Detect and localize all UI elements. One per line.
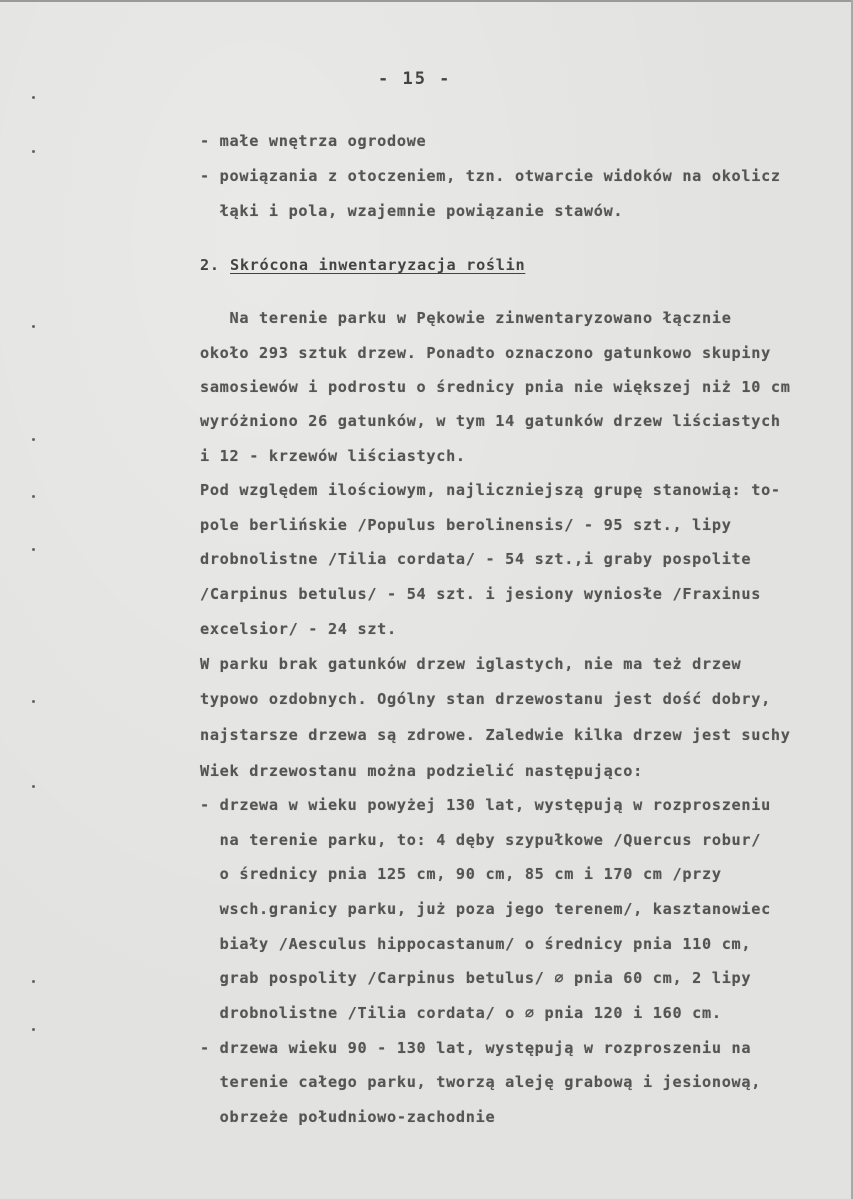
text-line: biały /Aesculus hippocastanum/ o średnicy pnia 110 cm, xyxy=(200,935,752,953)
text-line: W parku brak gatunków drzew iglastych, nie ma też drzew xyxy=(200,655,742,673)
text-line: Na terenie parku w Pękowie zinwentaryzowano łącznie xyxy=(200,309,732,327)
text-line: około 293 sztuk drzew. Ponadto oznaczono gatunkowo skupiny xyxy=(200,344,771,362)
punch-mark xyxy=(32,548,35,551)
text-line: - drzewa wieku 90 - 130 lat, występują w rozproszeniu na xyxy=(200,1039,752,1057)
punch-mark xyxy=(32,150,35,153)
text-line: - małe wnętrza ogrodowe xyxy=(200,132,427,150)
punch-mark xyxy=(32,1028,35,1031)
text-line: na terenie parku, to: 4 dęby szypułkowe /Quercus robur/ xyxy=(200,831,762,849)
text-line: grab pospolity /Carpinus betulus/ ∅ pnia 60 cm, 2 lipy xyxy=(200,969,752,987)
text-line: wsch.granicy parku, już poza jego terenem/, kasztanowiec xyxy=(200,900,771,918)
text-line: typowo ozdobnych. Ogólny stan drzewostanu jest dość dobry, xyxy=(200,690,771,708)
punch-mark xyxy=(32,980,35,983)
text-line: - powiązania z otoczeniem, tzn. otwarcie widoków na okolicz xyxy=(200,167,781,185)
text-line: Wiek drzewostanu można podzielić następująco: xyxy=(200,762,643,780)
text-line: /Carpinus betulus/ - 54 szt. i jesiony wyniosłe /Fraxinus xyxy=(200,585,762,603)
page-number: - 15 - xyxy=(378,69,452,89)
text-line: o średnicy pnia 125 cm, 90 cm, 85 cm i 170 cm /przy xyxy=(200,865,722,883)
text-line: drobnolistne /Tilia cordata/ o ∅ pnia 120 i 160 cm. xyxy=(200,1004,722,1022)
text-line: excelsior/ - 24 szt. xyxy=(200,620,397,638)
section-heading: Skrócona inwentaryzacja roślin xyxy=(230,256,526,274)
section-number: 2. xyxy=(200,256,220,274)
punch-mark xyxy=(32,96,35,99)
text-line: - drzewa w wieku powyżej 130 lat, występują w rozproszeniu xyxy=(200,796,771,814)
text-line: i 12 - krzewów liściastych. xyxy=(200,447,466,465)
text-line: wyróżniono 26 gatunków, w tym 14 gatunków drzew liściastych xyxy=(200,412,781,430)
text-line: Pod względem ilościowym, najliczniejszą grupę stanowią: to- xyxy=(200,481,781,499)
punch-mark xyxy=(32,325,35,328)
punch-mark xyxy=(32,495,35,498)
punch-mark xyxy=(32,438,35,441)
text-line: najstarsze drzewa są zdrowe. Zaledwie kilka drzew jest suchy xyxy=(200,726,791,744)
text-line: pole berlińskie /Populus berolinensis/ - 95 szt., lipy xyxy=(200,516,732,534)
text-line: drobnolistne /Tilia cordata/ - 54 szt.,i graby pospolite xyxy=(200,550,752,568)
punch-mark xyxy=(32,700,35,703)
page-edge-top xyxy=(0,0,853,2)
text-line: obrzeże południowo-zachodnie xyxy=(200,1108,496,1126)
text-line: samosiewów i podrostu o średnicy pnia nie większej niż 10 cm xyxy=(200,378,791,396)
punch-mark xyxy=(32,785,35,788)
text-line: łąki i pola, wzajemnie powiązanie stawów. xyxy=(200,202,624,220)
text-line: terenie całego parku, tworzą aleję grabową i jesionową, xyxy=(200,1073,762,1091)
